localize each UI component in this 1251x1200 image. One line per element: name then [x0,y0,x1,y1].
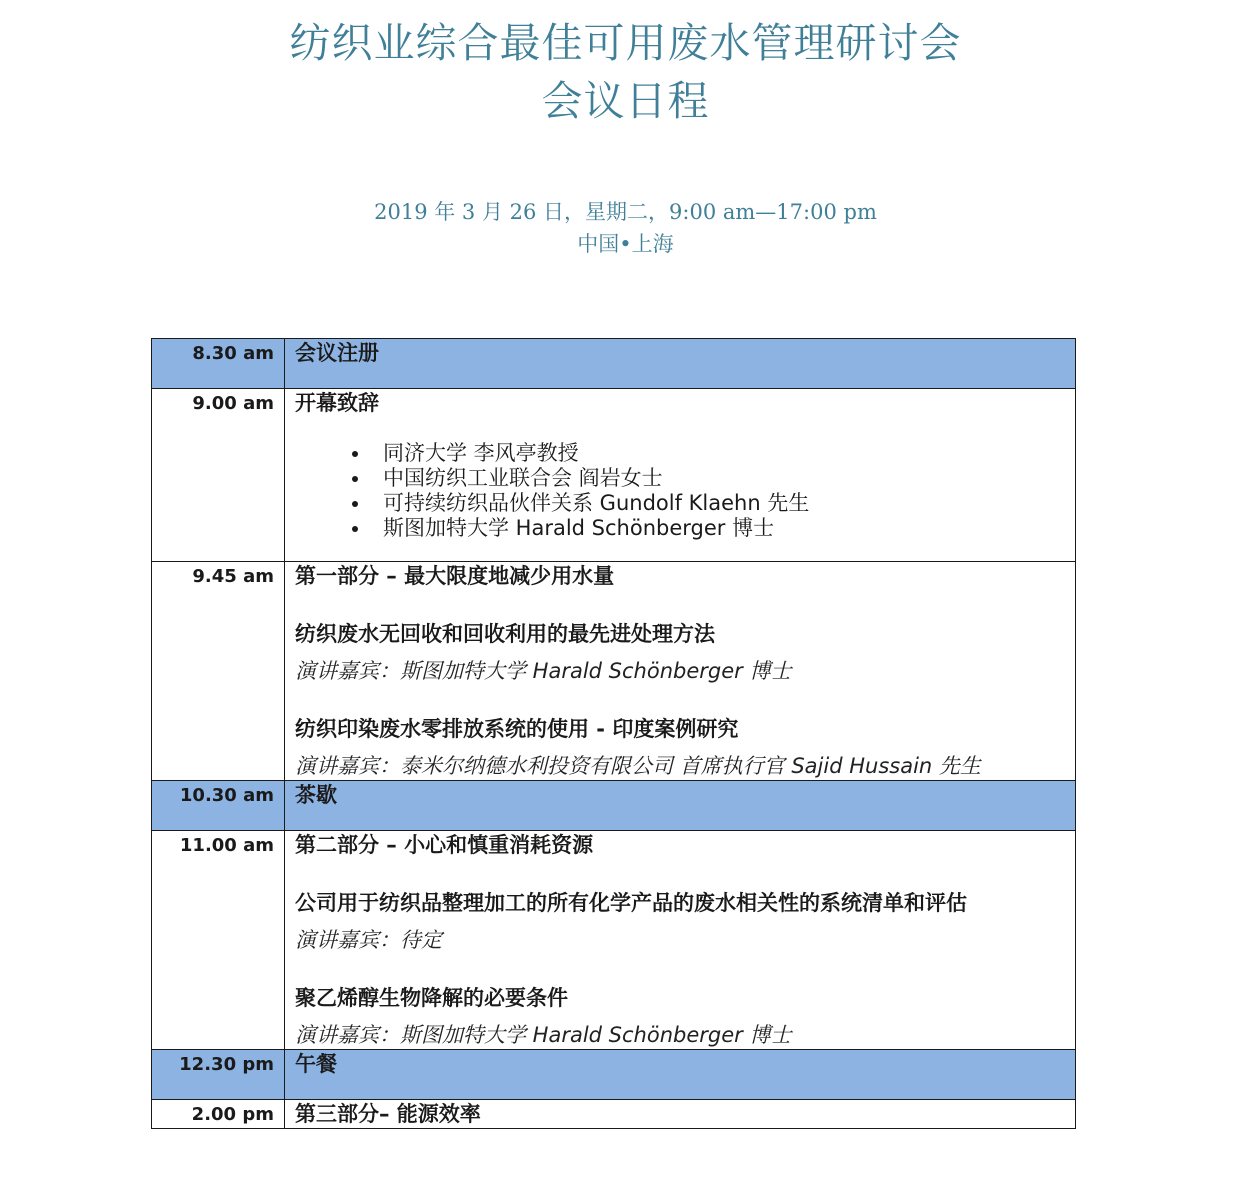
document-subtitle: 会议日程 [541,77,710,125]
agenda-time: 11.00 am [152,831,285,1050]
agenda-time: 12.30 pm [152,1050,285,1100]
agenda-time: 2.00 pm [152,1100,285,1129]
list-item: • 同济大学 李风亭教授 [371,441,1065,466]
agenda-heading: 第一部分 – 最大限度地减少用水量 [295,564,615,588]
talk-speaker: 演讲嘉宾：斯图加特大学 Harald Schönberger 博士 [295,1023,792,1047]
talk-title: 纺织废水无回收和回收利用的最先进处理方法 [295,622,715,646]
document-title: 纺织业综合最佳可用废水管理研讨会 [289,19,962,67]
list-item: • 斯图加特大学 Harald Schönberger 博士 [371,516,1065,541]
agenda-row-tea-break [152,781,1076,831]
agenda-time: 9.45 am [152,562,285,781]
talk-title: 聚乙烯醇生物降解的必要条件 [295,986,568,1010]
talk-speaker: 演讲嘉宾：泰米尔纳德水利投资有限公司 首席执行官 Sajid Hussain 先生 [295,754,981,778]
agenda-heading: 开幕致辞 [295,391,379,415]
agenda-row-session-3 [152,1100,1076,1129]
agenda-heading: 会议注册 [295,341,379,365]
event-meta [0,196,1251,260]
agenda-table [151,338,1076,1129]
agenda-row-lunch [152,1050,1076,1100]
talk-speaker: 演讲嘉宾：待定 [295,928,442,952]
talk-title: 公司用于纺织品整理加工的所有化学产品的废水相关性的系统清单和评估 [295,891,967,915]
talk-speaker: 演讲嘉宾：斯图加特大学 Harald Schönberger 博士 [295,659,792,683]
speaker-list [295,441,1065,541]
agenda-row-session-1 [152,562,1076,781]
agenda-row-registration [152,339,1076,389]
agenda-row-opening [152,389,1076,562]
agenda-time: 8.30 am [152,339,285,389]
agenda-content [285,781,1076,831]
event-date: 2019 年 3 月 26 日，星期二，9:00 am—17:00 pm [374,200,877,224]
agenda-heading: 第三部分– 能源效率 [295,1102,481,1126]
agenda-content [285,1050,1076,1100]
agenda-content [285,831,1076,1050]
agenda-heading: 午餐 [295,1052,337,1076]
agenda-content [285,339,1076,389]
agenda-time: 10.30 am [152,781,285,831]
list-item: • 中国纺织工业联合会 阎岩女士 [371,466,1065,491]
agenda-time: 9.00 am [152,389,285,562]
document-title-block [0,14,1251,130]
event-location: 中国•上海 [577,232,674,256]
agenda-content [285,562,1076,781]
talk-title: 纺织印染废水零排放系统的使用 - 印度案例研究 [295,717,739,741]
agenda-content [285,1100,1076,1129]
agenda-heading: 第二部分 – 小心和慎重消耗资源 [295,833,594,857]
list-item: • 可持续纺织品伙伴关系 Gundolf Klaehn 先生 [371,491,1065,516]
agenda-row-session-2 [152,831,1076,1050]
agenda-content [285,389,1076,562]
agenda-heading: 茶歇 [295,783,337,807]
